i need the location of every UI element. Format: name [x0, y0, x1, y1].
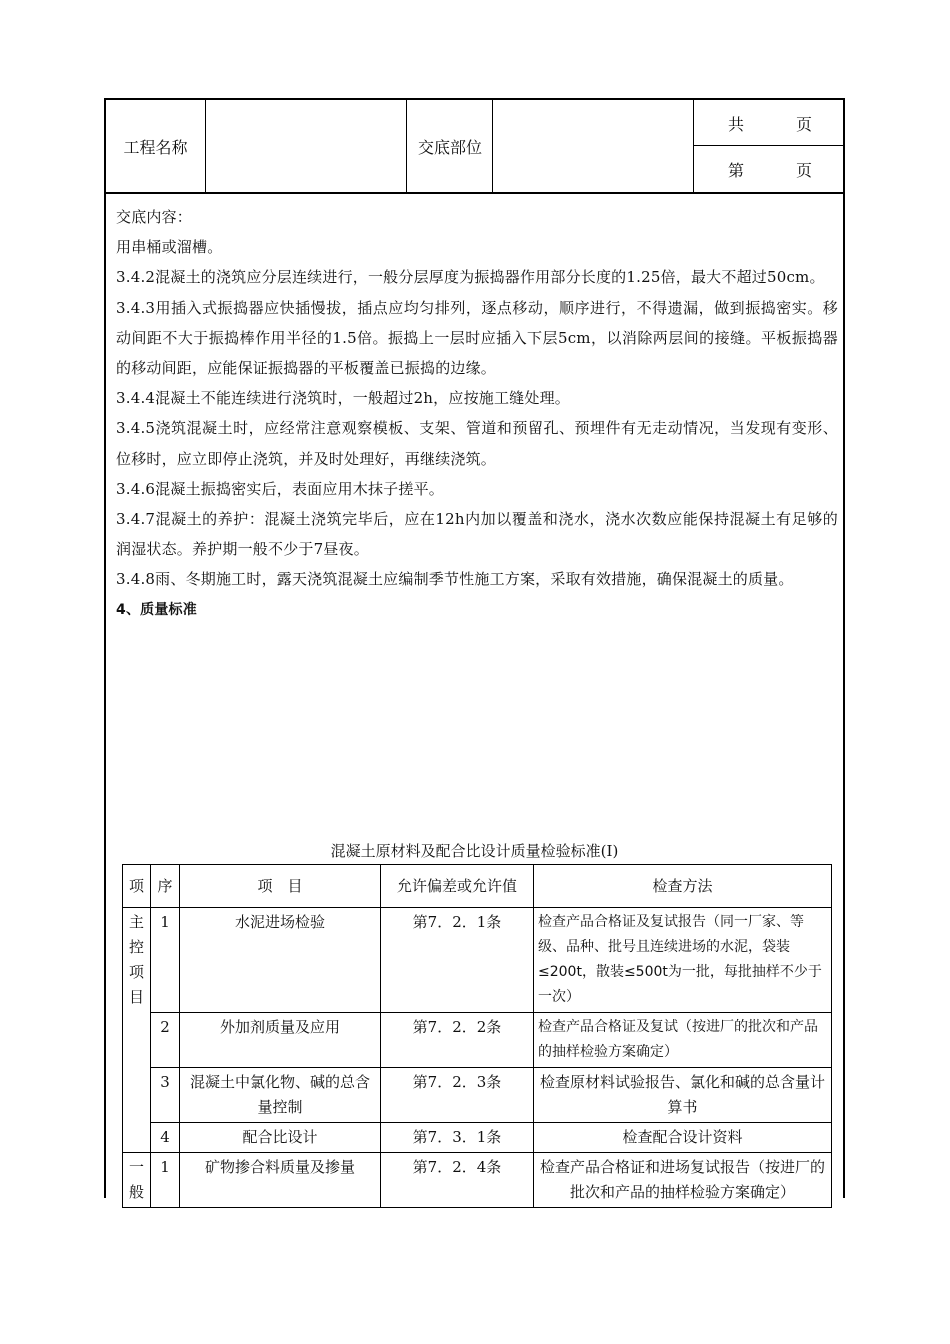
row-number: 1 — [151, 908, 180, 1013]
row-number: 4 — [151, 1123, 180, 1153]
header-category: 项 — [123, 865, 151, 908]
row-item: 配合比设计 — [180, 1123, 381, 1153]
table-header-row — [123, 865, 832, 908]
table-row — [123, 1123, 832, 1153]
paragraph: 3.4.7混凝土的养护：混凝土浇筑完毕后，应在12h内加以覆盖和浇水，浇水次数应能保持混凝土有足够的润湿状态。养护期一般不少于7昼夜。 — [116, 510, 838, 559]
paragraph: 3.4.6混凝土振捣密实后，表面应用木抹子搓平。 — [116, 479, 444, 498]
page-number-left: 第 — [728, 160, 745, 180]
category-general: 一般 — [123, 1153, 151, 1208]
page-number-right: 页 — [796, 160, 813, 180]
paragraph: 用串桶或溜槽。 — [116, 238, 223, 257]
total-pages-left: 共 — [728, 114, 745, 134]
header-tolerance: 允许偏差或允许值 — [381, 865, 534, 908]
paragraph: 3.4.2混凝土的浇筑应分层连续进行，一般分层厚度为振捣器作用部分长度的1.25倍，最大不超过50cm。 — [116, 268, 825, 287]
row-tolerance: 第7．2．2条 — [381, 1013, 534, 1068]
project-name-label: 工程名称 — [123, 137, 188, 157]
total-pages-right: 页 — [796, 114, 813, 134]
row-item: 混凝土中氯化物、碱的总含量控制 — [180, 1068, 381, 1123]
location-value[interactable] — [493, 100, 693, 192]
table-caption: 混凝土原材料及配合比设计质量检验标准(I) — [330, 842, 619, 860]
row-method: 检查原材料试验报告、氯化和碱的总含量计算书 — [534, 1068, 832, 1123]
paragraph: 3.4.4混凝土不能连续进行浇筑时，一般超过2h，应按施工缝处理。 — [116, 389, 570, 408]
page-number-cell — [694, 146, 843, 192]
header-method: 检查方法 — [534, 865, 832, 908]
row-tolerance: 第7．3．1条 — [381, 1123, 534, 1153]
disclosure-content — [116, 202, 838, 625]
quality-standard-table — [122, 864, 832, 1208]
location-label: 交底部位 — [417, 137, 482, 157]
paragraph: 3.4.5浇筑混凝土时，应经常注意观察模板、支架、管道和预留孔、预埋件有无走动情况，当发现有变形、位移时，应立即停止浇筑，并及时处理好，再继续浇筑。 — [116, 419, 838, 468]
paragraph: 3.4.3用插入式振捣器应快插慢拔，插点应均匀排列，逐点移动，顺序进行，不得遗漏，做到振捣密实。移动间距不大于振捣棒作用半径的1.5倍。振捣上一层时应插入下层5cm，以消除两层间的接缝。平板振捣器的移动间距，应能保证振捣器的平板覆盖已振捣的边缘。 — [116, 298, 838, 378]
row-tolerance: 第7．2．3条 — [381, 1068, 534, 1123]
total-pages-cell — [694, 100, 843, 146]
row-method: 检查产品合格证及复试（按进厂的批次和产品的抽样检验方案确定） — [534, 1013, 832, 1068]
row-tolerance: 第7．2．1条 — [381, 908, 534, 1013]
intro-label: 交底内容： — [116, 208, 193, 226]
paragraph: 3.4.8雨、冬期施工时，露天浇筑混凝土应编制季节性施工方案，采取有效措施，确保混凝土的质量。 — [116, 570, 794, 589]
table-row — [123, 908, 832, 1013]
table-row — [123, 1068, 832, 1123]
form-header — [106, 100, 843, 194]
row-number: 1 — [151, 1153, 180, 1208]
table-row — [123, 1013, 832, 1068]
row-number: 2 — [151, 1013, 180, 1068]
row-number: 3 — [151, 1068, 180, 1123]
disclosure-form — [104, 98, 845, 1201]
row-tolerance: 第7．2．4条 — [381, 1153, 534, 1208]
row-method: 检查产品合格证及复试报告（同一厂家、等级、品种、批号且连续进场的水泥，袋装≤200t，散装≤500t为一批，每批抽样不少于一次） — [534, 908, 832, 1013]
project-name-value[interactable] — [206, 100, 406, 192]
row-method: 检查配合设计资料 — [534, 1123, 832, 1153]
header-item: 项 目 — [180, 865, 381, 908]
row-item: 矿物掺合料质量及掺量 — [180, 1153, 381, 1208]
table-row — [123, 1153, 832, 1208]
row-item: 外加剂质量及应用 — [180, 1013, 381, 1068]
row-item: 水泥进场检验 — [180, 908, 381, 1013]
header-number: 序 — [151, 865, 180, 908]
category-main-control: 主控项目 — [123, 908, 151, 1153]
row-method: 检查产品合格证和进场复试报告（按进厂的批次和产品的抽样检验方案确定） — [534, 1153, 832, 1208]
section-heading: 4、质量标准 — [116, 601, 197, 618]
